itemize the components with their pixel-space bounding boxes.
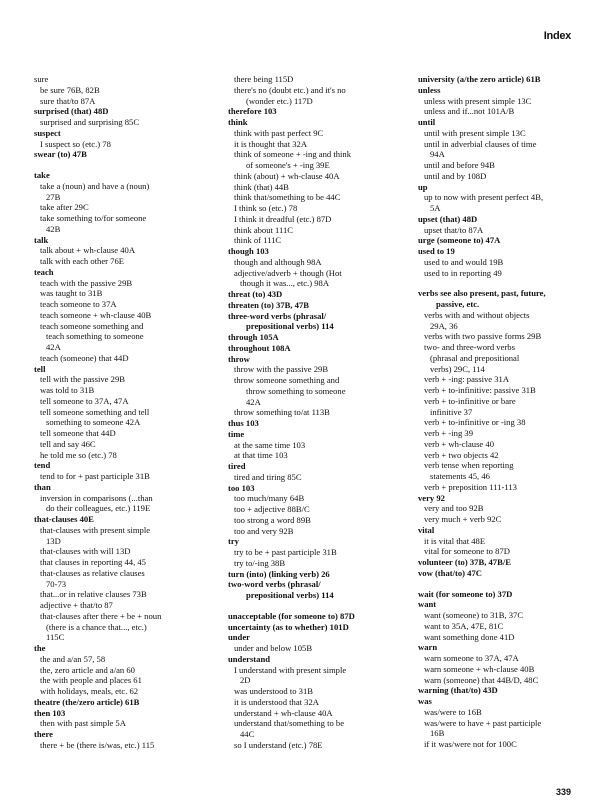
index-entry: talk about + wh-clause 40A xyxy=(40,245,136,256)
index-entry: he told me so (etc.) 78 xyxy=(40,449,117,460)
index-entry: verb + -ing: passive 31A xyxy=(424,374,510,385)
index-entry: sure xyxy=(34,74,49,84)
index-entry: 16B xyxy=(430,728,445,739)
index-headword: time xyxy=(228,428,245,439)
index-headword: then 103 xyxy=(34,707,66,718)
index-entry: tell someone to 37A, 47A xyxy=(40,395,129,406)
index-entry: do their colleagues, etc.) 119E xyxy=(46,503,151,514)
index-headword: urge (someone to) 47A xyxy=(418,235,501,246)
index-entry: 27B xyxy=(46,191,61,202)
index-column-2 xyxy=(228,74,416,751)
index-headword: there xyxy=(34,729,53,739)
index-entry: want something done 41D xyxy=(424,631,515,642)
index-entry: until with present simple 13C xyxy=(424,127,526,138)
index-entry: think about 111C xyxy=(234,224,294,235)
index-entry: think with past perfect 9C xyxy=(234,127,324,138)
index-entry: understand + wh-clause 40A xyxy=(234,707,333,718)
index-entry: there being 115D xyxy=(234,74,294,84)
index-headword: swear (to) 47B xyxy=(34,149,87,160)
index-entry: warn (someone) that 44B/D, 48C xyxy=(424,674,539,685)
index-headword: talk xyxy=(34,234,49,245)
index-entry: verb + to-infinitive or bare xyxy=(424,395,516,406)
index-headword: want xyxy=(418,599,437,610)
index-entry: it is thought that 32A xyxy=(234,138,308,149)
index-entry: tend to for + past participle 31B xyxy=(40,471,150,481)
index-entry: 94A xyxy=(430,149,445,160)
index-headword: through 105A xyxy=(228,332,279,342)
index-entry: 42A xyxy=(246,396,261,407)
index-headword: up xyxy=(418,181,428,192)
index-entry: verbs with and without objects xyxy=(424,309,530,320)
index-entry: with holidays, meals, etc. 62 xyxy=(40,686,139,696)
index-entry: was/were to have + past participle xyxy=(424,717,542,728)
index-entry: used to and would 19B xyxy=(424,256,504,267)
index-entry: tired and tiring 85C xyxy=(234,471,302,482)
index-entry: I think it dreadful (etc.) 87D xyxy=(234,213,332,224)
index-headword: tend xyxy=(34,460,51,471)
index-entry: throw something to/at 113B xyxy=(234,407,330,418)
index-entry: throw someone something and xyxy=(234,375,340,385)
index-headword: uncertainty (as to whether) 101D xyxy=(228,621,349,632)
index-entry: the and a/an 57, 58 xyxy=(40,653,106,664)
index-headword: verbs see also present, past, future, xyxy=(418,288,546,299)
index-entry: so I understand (etc.) 78E xyxy=(234,739,323,750)
index-entry: (there is a chance that..., etc.) xyxy=(46,621,147,632)
index-headword: understand xyxy=(228,653,271,664)
index-entry: something to someone 42A xyxy=(46,417,141,428)
index-entry: 44C xyxy=(240,729,255,739)
index-entry: be sure 76B, 82B xyxy=(40,84,100,95)
index-entry: too much/many 64B xyxy=(234,493,305,504)
index-headword: until xyxy=(418,117,436,127)
index-entry: under and below 105B xyxy=(234,643,313,653)
index-headword: suspect xyxy=(34,127,61,138)
index-entry: understand that/something to be xyxy=(234,718,345,729)
index-entry: adjective/adverb + though (Hot xyxy=(234,267,342,278)
index-entry: that-clauses after there + be + noun xyxy=(40,610,162,621)
index-entry: 13D xyxy=(46,535,61,546)
index-headword: that-clauses 40E xyxy=(34,514,94,524)
index-entry: verb tense when reporting xyxy=(424,460,514,471)
index-entry: that-clauses with present simple xyxy=(40,524,151,535)
index-entry: I understand with present simple xyxy=(234,664,347,675)
index-entry: think of someone + -ing and think xyxy=(234,149,352,160)
index-headword: warning (that/to) 43D xyxy=(418,685,498,696)
index-headword: throw xyxy=(228,353,250,364)
index-headword: think xyxy=(228,117,248,127)
index-entry: tell someone something and tell xyxy=(40,406,150,417)
index-entry: try to be + past participle 31B xyxy=(234,547,337,557)
index-entry: inversion in comparisons (...than xyxy=(40,492,153,503)
index-entry: the with people and places 61 xyxy=(40,675,142,686)
index-headword: warn xyxy=(418,642,438,653)
index-entry: take a (noun) and have a (noun) xyxy=(40,180,150,191)
index-entry: think of 111C xyxy=(234,235,282,246)
index-entry: was/were to 16B xyxy=(424,706,482,717)
index-entry: 5A xyxy=(430,203,441,213)
index-headword: two-word verbs (phrasal/ xyxy=(228,579,321,590)
index-headword: prepositional verbs) 114 xyxy=(246,321,334,332)
index-entry: 42A xyxy=(46,342,61,352)
index-entry: there + be (there is/was, etc.) 115 xyxy=(40,739,155,750)
index-entry: of someone's + -ing 39E xyxy=(246,160,330,170)
index-entry: 115C xyxy=(46,632,65,643)
index-entry: verb + -ing 39 xyxy=(424,428,473,438)
index-entry: try to/-ing 38B xyxy=(234,557,286,568)
index-headword: surprised (that) 48D xyxy=(34,106,109,117)
index-entry: at the same time 103 xyxy=(234,439,306,450)
index-headword: teach xyxy=(34,266,54,277)
index-entry: unless and if...not 101A/B xyxy=(424,106,515,117)
index-entry: it is vital that 48E xyxy=(424,535,486,546)
index-headword: the xyxy=(34,643,46,653)
index-entry: think (about) + wh-clause 40A xyxy=(234,170,340,181)
index-entry: that...or in relative clauses 73B xyxy=(40,589,147,600)
index-entry: (wonder etc.) 117D xyxy=(246,95,313,106)
index-entry: that-clauses as relative clauses xyxy=(40,567,145,578)
index-entry: until and before 94B xyxy=(424,160,495,170)
index-entry: verb + preposition 111-113 xyxy=(424,481,517,492)
index-entry: too strong a word 89B xyxy=(234,514,311,525)
index-entry: tell with the passive 29B xyxy=(40,374,125,385)
index-entry: warn someone to 37A, 47A xyxy=(424,653,519,663)
index-entry: until and by 108D xyxy=(424,170,487,181)
index-entry: take something to/for someone xyxy=(40,213,147,223)
index-entry: think that/something to be 44C xyxy=(234,192,341,203)
index-entry: sure that/to 87A xyxy=(40,95,96,106)
index-entry: teach someone + wh-clause 40B xyxy=(40,309,152,320)
index-headword: three-word verbs (phrasal/ xyxy=(228,310,327,321)
index-entry: two- and three-word verbs xyxy=(424,342,515,352)
index-entry: (phrasal and prepositional xyxy=(430,352,520,363)
index-headword: throughout 108A xyxy=(228,342,291,353)
page-number: 339 xyxy=(555,787,571,797)
index-headword: threaten (to) 37B, 47B xyxy=(228,299,309,310)
index-headword: vital xyxy=(418,524,435,535)
index-headword: unless xyxy=(418,84,441,95)
index-entry: 2D xyxy=(240,675,251,686)
index-entry: teach (someone) that 44D xyxy=(40,352,129,363)
index-entry: 70-73 xyxy=(46,578,67,589)
index-entry: 29A, 36 xyxy=(430,320,458,331)
index-entry: until in adverbial clauses of time xyxy=(424,138,537,149)
index-headword: tired xyxy=(228,461,246,471)
index-headword: prepositional verbs) 114 xyxy=(246,590,334,600)
index-entry: tell and say 46C xyxy=(40,438,96,449)
index-headword: was xyxy=(418,696,432,706)
index-headword: than xyxy=(34,481,51,492)
index-entry: want (someone) to 31B, 37C xyxy=(424,610,524,620)
index-entry: too + adjective 88B/C xyxy=(234,504,310,514)
index-headword: vow (that/to) 47C xyxy=(418,567,482,578)
index-entry: though it was..., etc.) 98A xyxy=(240,278,330,289)
page-header-title: Index xyxy=(543,30,571,42)
index-headword: used to 19 xyxy=(418,246,455,256)
index-entry: think (that) 44B xyxy=(234,181,289,192)
index-entry: warn someone + wh-clause 40B xyxy=(424,663,535,674)
index-entry: the, zero article and a/an 60 xyxy=(40,664,135,675)
index-entry: verbs with two passive forms 29B xyxy=(424,331,542,342)
index-entry: verb + to-infinitive: passive 31B xyxy=(424,385,536,395)
index-headword: volunteer (to) 37B, 47B/E xyxy=(418,557,511,567)
index-headword: turn (into) (linking verb) 26 xyxy=(228,568,330,579)
index-headword: therefore 103 xyxy=(228,106,277,117)
index-entry: adjective + that/to 87 xyxy=(40,600,113,610)
index-headword: too 103 xyxy=(228,482,255,493)
index-entry: very and too 92B xyxy=(424,503,484,514)
index-headword: try xyxy=(228,536,239,547)
index-entry: talk with each other 76E xyxy=(40,256,124,266)
index-headword: upset (that) 48D xyxy=(418,213,478,224)
index-entry: unless with present simple 13C xyxy=(424,95,532,106)
index-entry: teach someone something and xyxy=(40,320,144,331)
index-entry: want to 35A, 47E, 81C xyxy=(424,620,504,631)
index-entry: was understood to 31B xyxy=(234,686,314,696)
index-entry: very much + verb 92C xyxy=(424,514,502,524)
index-entry: teach something to someone xyxy=(46,331,144,342)
index-entry: then with past simple 5A xyxy=(40,718,126,729)
index-headword: take xyxy=(34,170,50,180)
index-entry: upset that/to 87A xyxy=(424,224,484,235)
index-headword: under xyxy=(228,632,250,643)
index-headword: wait (for someone to) 37D xyxy=(418,588,513,599)
index-headword: university (a/the zero article) 61B xyxy=(418,74,541,84)
index-entry: if it was/were not for 100C xyxy=(424,739,517,749)
index-entry: teach someone to 37A xyxy=(40,299,117,309)
index-entry: that-clauses with will 13D xyxy=(40,546,131,557)
index-entry: there's no (doubt etc.) and it's no xyxy=(234,84,346,95)
index-entry: verb + wh-clause 40 xyxy=(424,438,494,449)
index-entry: verb + two objects 42 xyxy=(424,449,499,460)
index-entry: 42B xyxy=(46,223,61,234)
index-entry: though and although 98A xyxy=(234,256,322,267)
index-entry: up to now with present perfect 4B, xyxy=(424,192,544,203)
index-entry: that clauses in reporting 44, 45 xyxy=(40,557,146,567)
index-headword: passive, etc. xyxy=(436,299,480,309)
index-entry: statements 45, 46 xyxy=(430,471,490,481)
index-column-1 xyxy=(34,74,230,751)
index-entry: throw with the passive 29B xyxy=(234,364,329,375)
index-entry: was told to 31B xyxy=(40,385,95,395)
index-entry: verbs) 29C, 114 xyxy=(430,363,485,374)
index-entry: it is understood that 32A xyxy=(234,696,319,707)
index-entry: too and very 92B xyxy=(234,525,294,536)
index-headword: theatre (the/zero article) 61B xyxy=(34,696,140,707)
index-entry: take after 29C xyxy=(40,202,89,213)
index-headword: though 103 xyxy=(228,246,269,256)
index-entry: was taught to 31B xyxy=(40,288,103,299)
index-entry: I think so (etc.) 78 xyxy=(234,203,298,213)
index-entry: at that time 103 xyxy=(234,450,288,461)
index-entry: used to in reporting 49 xyxy=(424,267,502,278)
index-headword: tell xyxy=(34,363,46,374)
index-entry: throw something to someone xyxy=(246,385,346,396)
index-column-3 xyxy=(418,74,590,750)
index-entry: teach with the passive 29B xyxy=(40,277,133,288)
index-entry: tell someone that 44D xyxy=(40,428,116,438)
index-entry: I suspect so (etc.) 78 xyxy=(40,138,111,149)
index-entry: surprised and surprising 85C xyxy=(40,117,140,127)
index-headword: unacceptable (for someone to) 87D xyxy=(228,610,355,621)
index-entry: verb + to-infinitive or -ing 38 xyxy=(424,417,526,428)
index-headword: very 92 xyxy=(418,492,445,503)
index-entry: infinitive 37 xyxy=(430,406,473,417)
index-headword: thus 103 xyxy=(228,418,259,428)
index-entry: vital for someone to 87D xyxy=(424,546,510,557)
index-headword: threat (to) 43D xyxy=(228,289,283,299)
